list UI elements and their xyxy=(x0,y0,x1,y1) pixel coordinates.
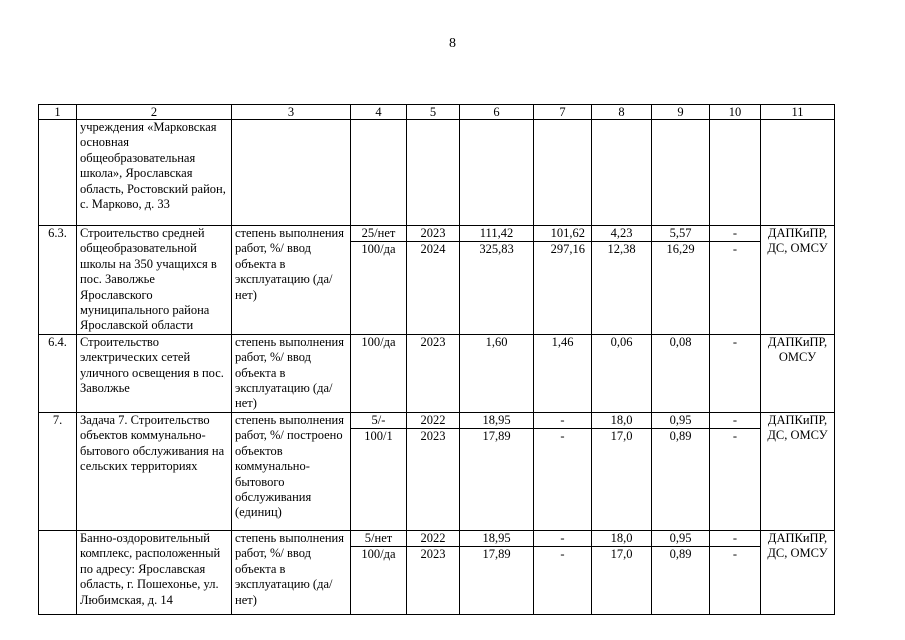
amount-cell xyxy=(710,530,761,614)
amount-cell xyxy=(652,226,710,335)
amount-cell xyxy=(460,226,534,335)
column-header: 2 xyxy=(77,105,232,120)
amount-cell xyxy=(652,412,710,530)
value: - xyxy=(710,531,760,547)
year-cell xyxy=(407,530,460,614)
column-header: 7 xyxy=(534,105,592,120)
item-name: Банно-оздоровительный комплекс, расположенный по адресу: Ярославская область, г. Пошехонье, ул. Любимская, д. 14 xyxy=(77,530,232,614)
amount-cell xyxy=(592,530,652,614)
indicator: степень выполнения работ, %/ ввод объекта в эксплуатацию (да/нет) xyxy=(232,334,351,412)
table-row xyxy=(39,334,835,412)
value: 100/да xyxy=(351,334,407,412)
item-number: 6.3. xyxy=(39,226,77,335)
executor xyxy=(761,120,835,226)
page-number: 8 xyxy=(449,36,456,51)
table-cell xyxy=(460,120,534,226)
value: 5,57 xyxy=(652,226,709,242)
executor: ДАПКиПР, ДС, ОМСУ xyxy=(761,226,835,335)
item-name: учреждения «Марковская основная общеобразовательная школа», Ярославская область, Ростовский район, с. Марково, д. 33 xyxy=(77,120,232,226)
indicator-value-cell xyxy=(351,226,407,335)
column-header: 4 xyxy=(351,105,407,120)
amount-cell xyxy=(534,226,592,335)
value: 17,0 xyxy=(610,428,633,443)
column-header: 5 xyxy=(407,105,460,120)
indicator-value-cell xyxy=(351,412,407,530)
value: 17,89 xyxy=(482,428,511,443)
column-header: 10 xyxy=(710,105,761,120)
value: - xyxy=(732,428,738,443)
value: 18,0 xyxy=(592,413,651,429)
value: 2024 xyxy=(420,242,446,256)
executor: ДАПКиПР, ОМСУ xyxy=(761,334,835,412)
value: 297,16 xyxy=(550,242,585,256)
value: 101,62 xyxy=(534,226,591,242)
indicator: степень выполнения работ, %/ ввод объекта в эксплуатацию (да/нет) xyxy=(232,226,351,335)
table-cell xyxy=(351,120,407,226)
amount-cell xyxy=(592,226,652,335)
table-row xyxy=(39,120,835,226)
indicator-value-cell xyxy=(351,530,407,614)
item-name: Строительство средней общеобразовательной школы на 350 учащихся в пос. Заволжье Ярославского муниципального района Ярославской области xyxy=(77,226,232,335)
value: 325,83 xyxy=(479,242,514,256)
value: - xyxy=(732,546,738,561)
value: 2022 xyxy=(407,413,459,429)
value: 100/да xyxy=(361,546,396,561)
indicator xyxy=(232,120,351,226)
value: 17,89 xyxy=(482,546,511,561)
indicator: степень выполнения работ, %/ ввод объекта в эксплуатацию (да/нет) xyxy=(232,530,351,614)
value: 5/- xyxy=(351,413,406,429)
indicator: степень выполнения работ, %/ построено объектов коммунально-бытового обслуживания (единиц) xyxy=(232,412,351,530)
value: - xyxy=(560,546,565,561)
table-cell xyxy=(407,120,460,226)
column-header: 6 xyxy=(460,105,534,120)
value: 18,0 xyxy=(592,531,651,547)
table-cell xyxy=(652,120,710,226)
value: 100/1 xyxy=(364,428,393,443)
item-name: Строительство электрических сетей уличного освещения в пос. Заволжье xyxy=(77,334,232,412)
table-row xyxy=(39,226,835,335)
value: 2022 xyxy=(407,531,459,547)
amount-cell xyxy=(592,412,652,530)
item-number xyxy=(39,120,77,226)
amount-cell xyxy=(460,530,534,614)
value: 0,89 xyxy=(669,546,692,561)
amount-cell xyxy=(652,530,710,614)
value: 2023 xyxy=(420,546,446,561)
table-cell xyxy=(710,120,761,226)
amount-cell xyxy=(460,412,534,530)
value: 1,46 xyxy=(534,334,592,412)
value: - xyxy=(534,413,591,429)
value: 0,08 xyxy=(652,334,710,412)
executor: ДАПКиПР, ДС, ОМСУ xyxy=(761,530,835,614)
year-cell xyxy=(407,412,460,530)
amount-cell xyxy=(534,412,592,530)
value: 18,95 xyxy=(460,413,533,429)
amount-cell xyxy=(534,530,592,614)
table-row xyxy=(39,412,835,530)
value: 4,23 xyxy=(592,226,651,242)
column-number-row xyxy=(39,105,835,120)
value: - xyxy=(710,226,760,242)
column-header: 9 xyxy=(652,105,710,120)
value: - xyxy=(732,242,738,256)
value: 0,06 xyxy=(592,334,652,412)
value: - xyxy=(710,334,761,412)
column-header: 11 xyxy=(761,105,835,120)
value: 18,95 xyxy=(460,531,533,547)
value: 25/нет xyxy=(351,226,406,242)
value: - xyxy=(534,531,591,547)
value: 17,0 xyxy=(610,546,633,561)
table-row xyxy=(39,530,835,614)
table-cell xyxy=(592,120,652,226)
value: 111,42 xyxy=(460,226,533,242)
value: 1,60 xyxy=(460,334,534,412)
column-header: 3 xyxy=(232,105,351,120)
year-cell xyxy=(407,226,460,335)
item-number: 7. xyxy=(39,412,77,530)
value: 16,29 xyxy=(666,242,695,256)
amount-cell xyxy=(710,412,761,530)
program-table xyxy=(38,104,835,615)
value: 5/нет xyxy=(351,531,406,547)
item-name: Задача 7. Строительство объектов коммунально-бытового обслуживания на сельских территориях xyxy=(77,412,232,530)
column-header: 8 xyxy=(592,105,652,120)
value: 2023 xyxy=(407,334,460,412)
amount-cell xyxy=(710,226,761,335)
value: 0,95 xyxy=(652,413,709,429)
value: - xyxy=(560,428,565,443)
value: 0,95 xyxy=(652,531,709,547)
item-number: 6.4. xyxy=(39,334,77,412)
value: 2023 xyxy=(420,428,446,443)
executor: ДАПКиПР, ДС, ОМСУ xyxy=(761,412,835,530)
value: 2023 xyxy=(407,226,459,242)
table-cell xyxy=(534,120,592,226)
value: 100/да xyxy=(361,242,396,256)
column-header: 1 xyxy=(39,105,77,120)
value: 0,89 xyxy=(669,428,692,443)
item-number xyxy=(39,530,77,614)
value: 12,38 xyxy=(607,242,636,256)
value: - xyxy=(710,413,760,429)
